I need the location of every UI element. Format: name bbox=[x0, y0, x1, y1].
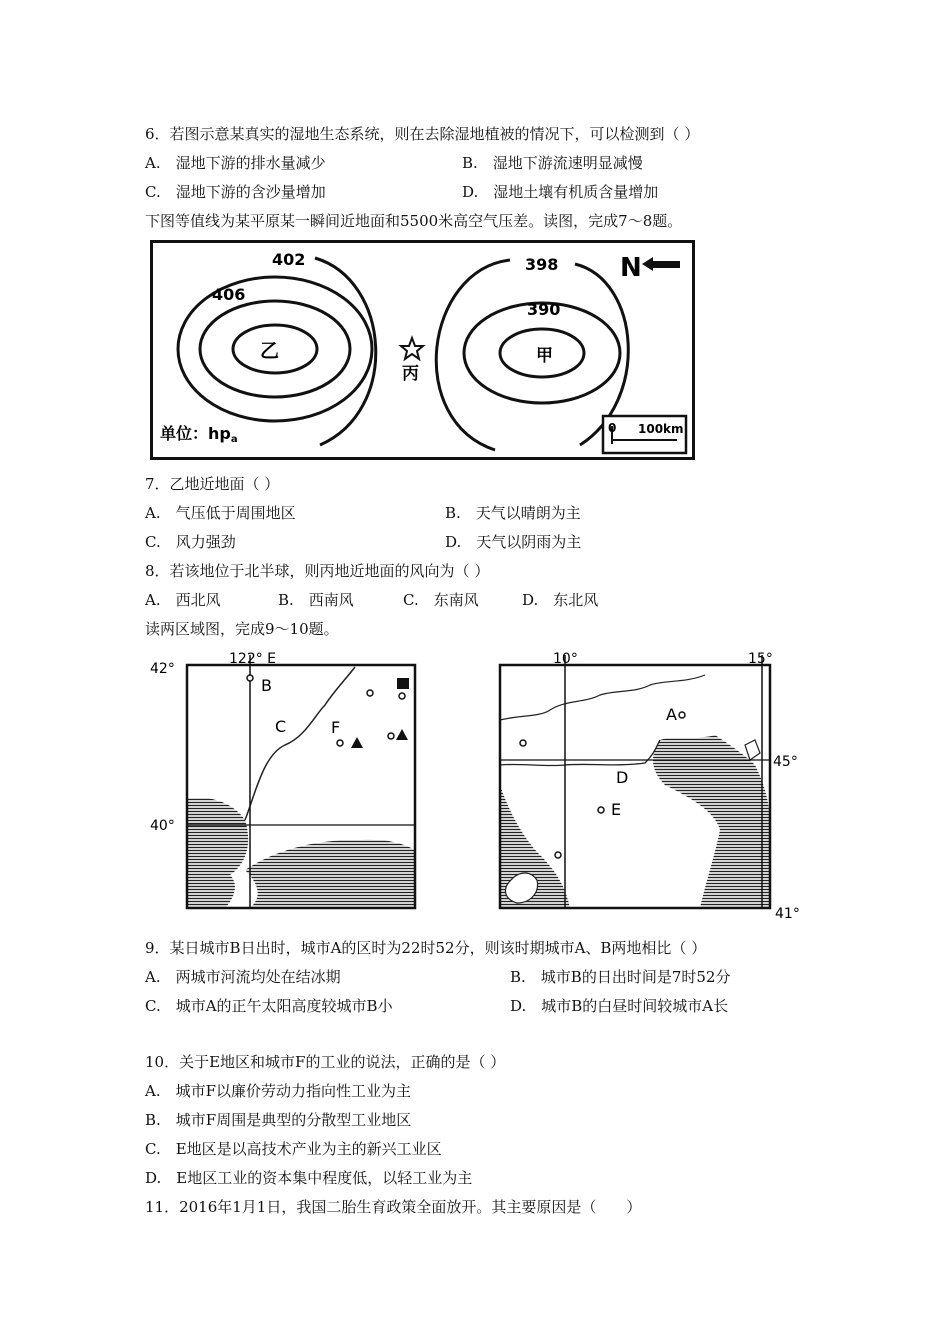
intro-9-10: 读两区域图，完成9～10题。 bbox=[145, 620, 339, 638]
label-b: B bbox=[261, 676, 272, 695]
scale-distance: 100km bbox=[638, 422, 684, 436]
q7-option-d: D. 天气以阴雨为主 bbox=[445, 533, 582, 551]
q7-option-b: B. 天气以晴朗为主 bbox=[445, 504, 581, 522]
q7-option-a: A. 气压低于周围地区 bbox=[145, 504, 296, 522]
left-map bbox=[187, 655, 415, 908]
north-label: N bbox=[620, 253, 642, 283]
q9-option-d: D. 城市B的白昼时间较城市A长 bbox=[510, 997, 729, 1015]
label-a: A bbox=[666, 705, 677, 724]
left-lon: 122° E bbox=[229, 651, 277, 667]
q8-option-c: C. 东南风 bbox=[403, 591, 479, 609]
mineral-icon bbox=[396, 729, 408, 740]
q6-option-c: C. 湿地下游的含沙量增加 bbox=[145, 183, 326, 201]
isobar-label-398: 398 bbox=[525, 255, 559, 274]
isobar-label-390: 390 bbox=[527, 300, 561, 319]
q10-option-a: A. 城市F以廉价劳动力指向性工业为主 bbox=[145, 1082, 412, 1100]
left-lat-top: 42° bbox=[150, 661, 175, 677]
q8-option-a: A. 西北风 bbox=[145, 591, 221, 609]
label-e: E bbox=[611, 800, 622, 819]
q10-option-b: B. 城市F周围是典型的分散型工业地区 bbox=[145, 1111, 412, 1129]
isobar-label-402: 402 bbox=[272, 250, 306, 269]
q8-stem: 8．若该地位于北半球，则丙地近地面的风向为（ ） bbox=[145, 562, 490, 580]
mineral-icon bbox=[351, 737, 363, 748]
isobar-label-406: 406 bbox=[212, 285, 246, 304]
unit-label: 单位：hpa bbox=[160, 424, 238, 445]
right-lat-bottom: 41° bbox=[775, 906, 800, 922]
region-maps bbox=[145, 645, 805, 927]
point-label-bing: 丙 bbox=[402, 364, 419, 384]
q8-option-d: D. 东北风 bbox=[522, 591, 599, 609]
left-lat-bottom: 40° bbox=[150, 818, 175, 834]
label-c: C bbox=[275, 717, 287, 736]
isobar-diagram bbox=[150, 240, 695, 462]
right-lon-2: 15° bbox=[748, 651, 773, 667]
q6-stem: 6．若图示意某真实的湿地生态系统，则在去除湿地植被的情况下，可以检测到（ ） bbox=[145, 125, 700, 143]
label-f: F bbox=[331, 718, 341, 737]
q11-stem: 11．2016年1月1日，我国二胎生育政策全面放开。其主要原因是（ ） bbox=[145, 1198, 642, 1216]
center-label-yi: 乙 bbox=[260, 340, 280, 362]
right-lat-mid: 45° bbox=[773, 754, 798, 770]
q9-stem: 9．某日城市B日出时，城市A的区时为22时52分，则该时期城市A、B两地相比（ ） bbox=[145, 939, 707, 957]
q6-option-a: A. 湿地下游的排水量减少 bbox=[145, 154, 326, 172]
q10-option-d: D. E地区工业的资本集中程度低，以轻工业为主 bbox=[145, 1169, 473, 1187]
label-d: D bbox=[616, 768, 629, 787]
q10-option-c: C. E地区是以高技术产业为主的新兴工业区 bbox=[145, 1140, 442, 1158]
q9-option-a: A. 两城市河流均处在结冰期 bbox=[145, 968, 341, 986]
center-label-jia: 甲 bbox=[536, 346, 553, 366]
scale-zero: 0 bbox=[608, 421, 617, 435]
right-map bbox=[493, 655, 770, 908]
q6-option-d: D. 湿地土壤有机质含量增加 bbox=[462, 183, 659, 201]
q7-stem: 7．乙地近地面（ ） bbox=[145, 475, 280, 493]
q8-option-b: B. 西南风 bbox=[278, 591, 354, 609]
q6-option-b: B. 湿地下游流速明显减慢 bbox=[462, 154, 643, 172]
right-lon-1: 10° bbox=[553, 651, 578, 667]
q9-option-b: B. 城市B的日出时间是7时52分 bbox=[510, 968, 731, 986]
intro-7-8: 下图等值线为某平原某一瞬间近地面和5500米高空气压差。读图，完成7～8题。 bbox=[145, 212, 683, 230]
q7-option-c: C. 风力强劲 bbox=[145, 533, 236, 551]
q10-stem: 10．关于E地区和城市F的工业的说法，正确的是（ ） bbox=[145, 1053, 506, 1071]
q9-option-c: C. 城市A的正午太阳高度较城市B小 bbox=[145, 997, 393, 1015]
coal-icon bbox=[397, 678, 409, 689]
